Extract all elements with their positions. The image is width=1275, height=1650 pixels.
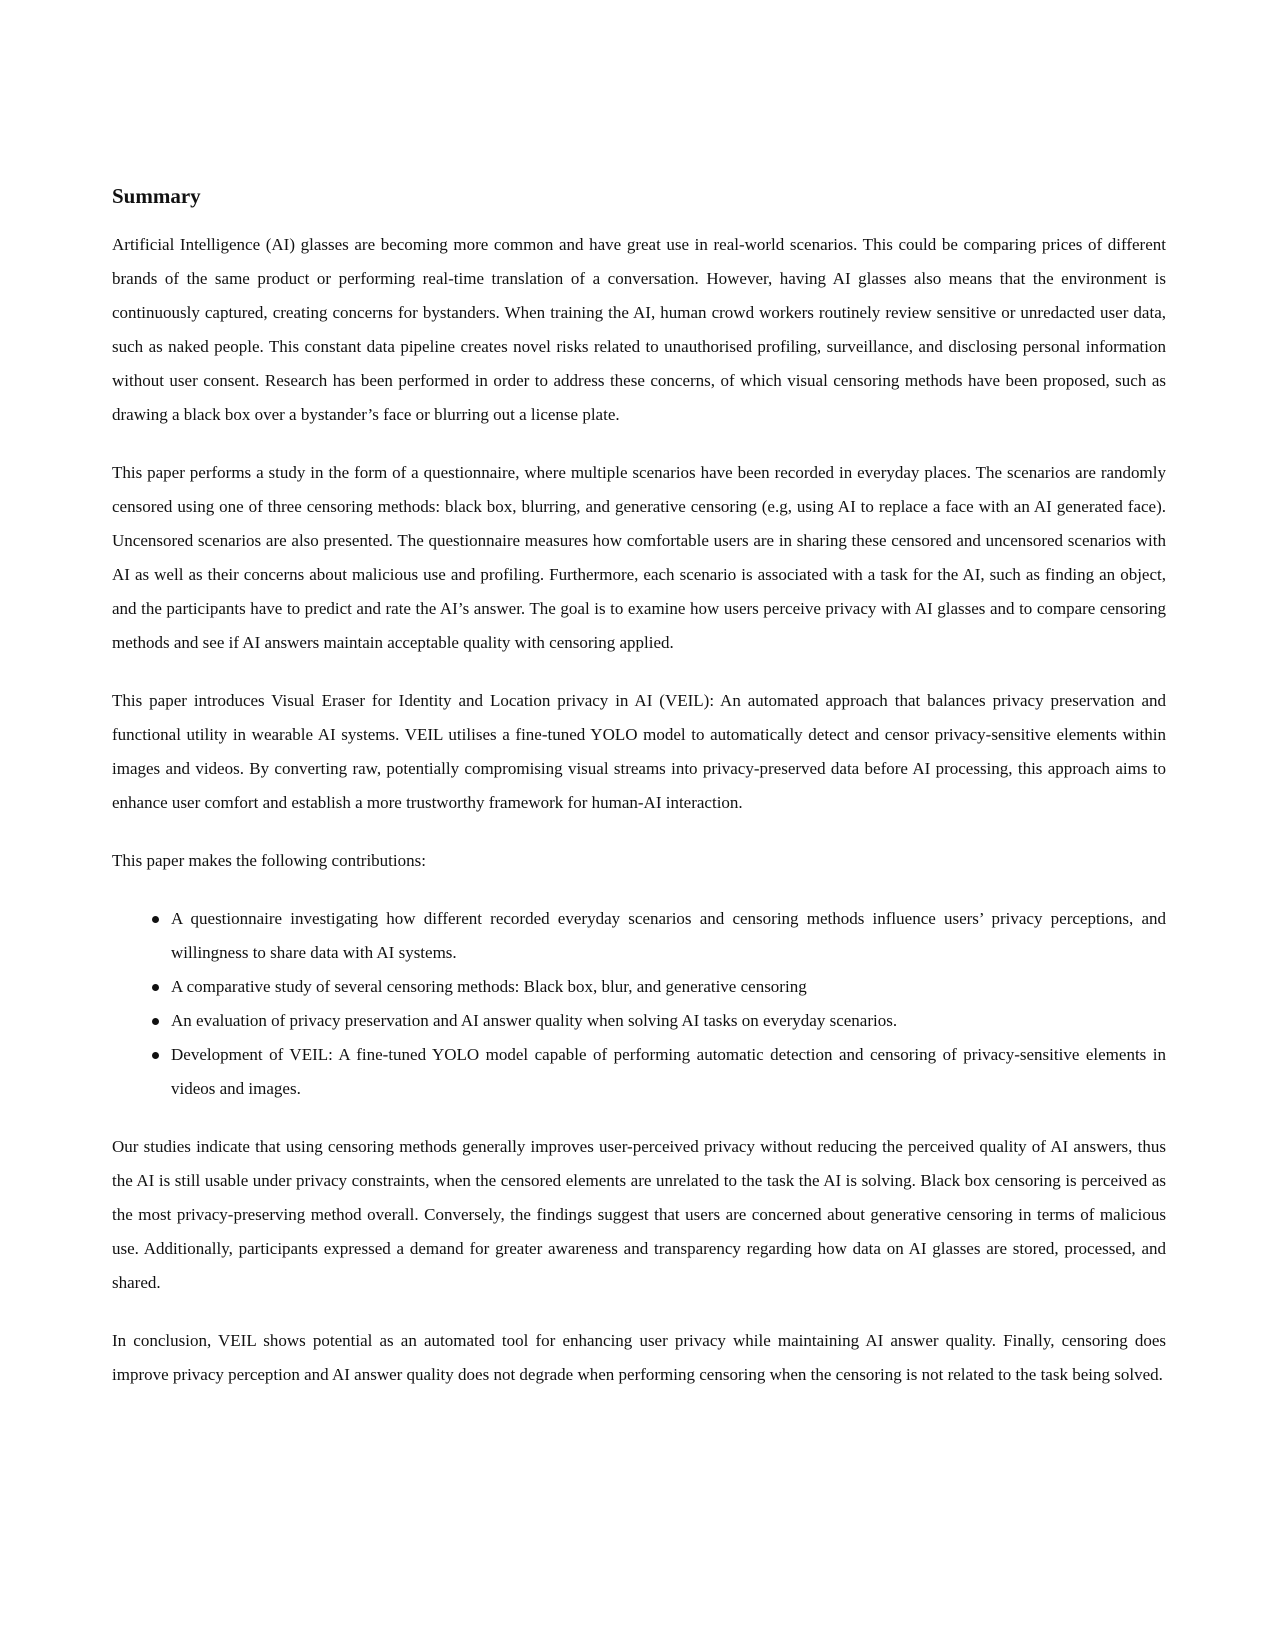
paragraph-conclusion: In conclusion, VEIL shows potential as an automated tool for enhancing user privacy while maintaining AI answer quality. Finally, censoring does improve privacy perception and AI answer quality does not degrade when performing censoring when the censoring is not related to the task being solved.: [112, 1331, 1166, 1384]
paragraph-study: This paper performs a study in the form of a questionnaire, where multiple scenarios have been recorded in everyday places. The scenarios are randomly censored using one of three censoring methods: black box, blurring, and generative censoring (e.g, using AI to replace a face with an AI generated face). Uncensored scenarios are also presented. The questionnaire measures how comfortable users are in sharing these censored and uncensored scenarios with AI as well as their concerns about malicious use and profiling. Furthermore, each scenario is associated with a task for the AI, such as finding an object, and the participants have to predict and rate the AI’s answer. The goal is to examine how users perceive privacy with AI glasses and to compare censoring methods and see if AI answers maintain acceptable quality with censoring applied.: [112, 463, 1166, 652]
list-item-text: Development of VEIL: A fine-tuned YOLO model capable of performing automatic detection and censoring of privacy-sensitive elements in videos and images.: [171, 1045, 1166, 1098]
section-title: Summary: [112, 184, 201, 208]
paragraph-introduction: Artificial Intelligence (AI) glasses are becoming more common and have great use in real-world scenarios. This could be comparing prices of different brands of the same product or performing real-time translation of a conversation. However, having AI glasses also means that the environment is continuously captured, creating concerns for bystanders. When training the AI, human crowd workers routinely review sensitive or unredacted user data, such as naked people. This constant data pipeline creates novel risks related to unauthorised profiling, surveillance, and disclosing personal information without user consent. Research has been performed in order to address these concerns, of which visual censoring methods have been proposed, such as drawing a black box over a bystander’s face or blurring out a license plate.: [112, 235, 1166, 424]
bullet-icon: [152, 916, 159, 923]
list-item-text: An evaluation of privacy preservation and AI answer quality when solving AI tasks on everyday scenarios.: [171, 1011, 898, 1030]
paragraph-findings: Our studies indicate that using censoring methods generally improves user-perceived privacy without reducing the perceived quality of AI answers, thus the AI is still usable under privacy constraints, when the censored elements are unrelated to the task the AI is solving. Black box censoring is perceived as the most privacy-preserving method overall. Conversely, the findings suggest that users are concerned about generative censoring in terms of malicious use. Additionally, participants expressed a demand for greater awareness and transparency regarding how data on AI glasses are stored, processed, and shared.: [112, 1137, 1166, 1292]
bullet-icon: [152, 1018, 159, 1025]
list-item: [152, 1004, 1166, 1038]
list-item-text: A questionnaire investigating how different recorded everyday scenarios and censoring methods influence users’ privacy perceptions, and willingness to share data with AI systems.: [171, 909, 1166, 962]
bullet-icon: [152, 984, 159, 991]
list-item: [152, 970, 1166, 1004]
document-page: [112, 176, 1166, 1416]
list-item: [152, 1038, 1166, 1106]
paragraph-contributions-intro: This paper makes the following contributions:: [112, 851, 426, 870]
paragraph-veil: This paper introduces Visual Eraser for Identity and Location privacy in AI (VEIL): An automated approach that balances privacy preservation and functional utility in wearable AI systems. VEIL utilises a fine-tuned YOLO model to automatically detect and censor privacy-sensitive elements within images and videos. By converting raw, potentially compromising visual streams into privacy-preserved data before AI processing, this approach aims to enhance user comfort and establish a more trustworthy framework for human-AI interaction.: [112, 691, 1166, 812]
list-item-text: A comparative study of several censoring methods: Black box, blur, and generative censoring: [171, 977, 807, 996]
list-item: [152, 902, 1166, 970]
bullet-icon: [152, 1052, 159, 1059]
contributions-list: [112, 902, 1166, 1106]
